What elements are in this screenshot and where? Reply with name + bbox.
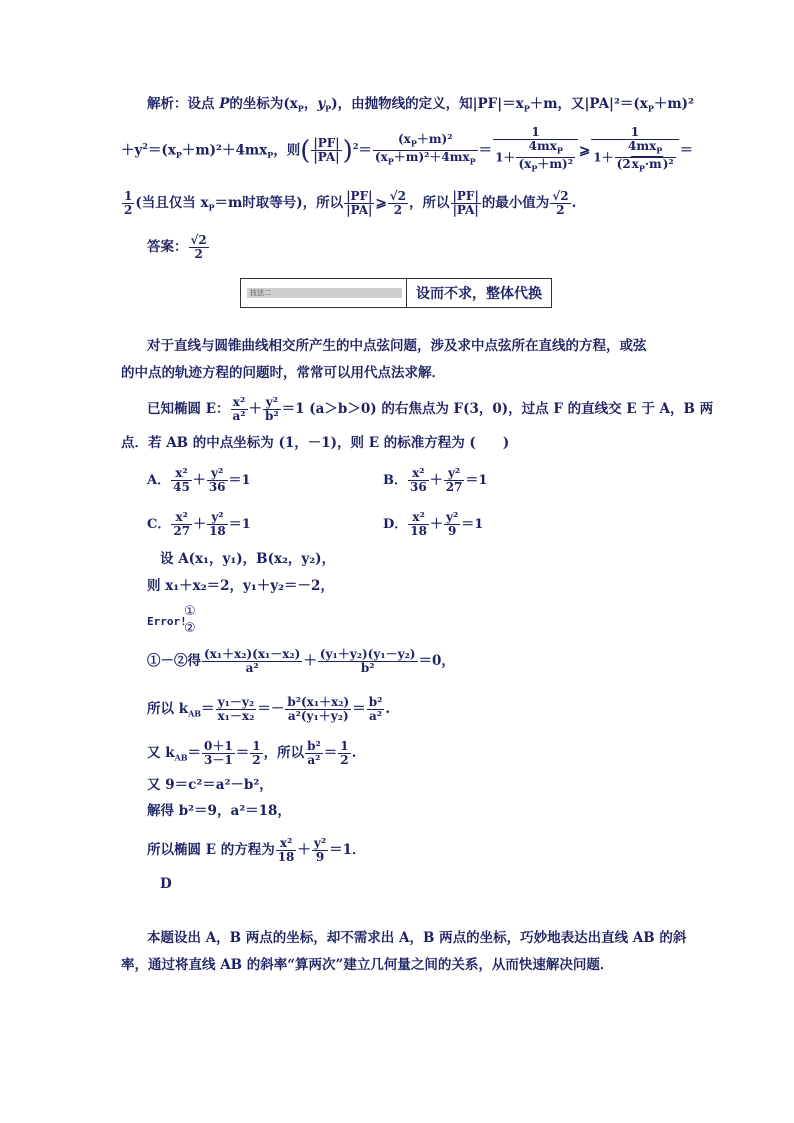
text-fragment: (当且仅当 x — [135, 195, 209, 211]
text-fragment: 所以椭圆 E 的方程为 — [147, 842, 275, 858]
text-fragment: ，所以 — [263, 745, 305, 761]
text-fragment: ＋m)² — [653, 96, 694, 112]
text-fragment: ＝1 (a＞b＞0) 的右焦点为 F(3，0)，过点 F 的直线交 E 于 A，B 两 — [281, 401, 714, 417]
answer-value: $\frac{√2}{2}$ — [190, 233, 207, 261]
text-fragment: ，则 — [273, 142, 301, 159]
solution-line-1: 解析：设点 P的坐标为($x_P$，$y_P$)，由抛物线的定义，知$|PF|=x_P+m$，又$|PA|^2=(x_P+m)^2$ — [147, 96, 694, 114]
problem-line-2: 点．若 AB 的中点坐标为 (1，－1)，则 E 的标准方程为 ( ) — [121, 435, 510, 451]
solution2-step-1: 设 A(x₁，y₁)，B(x₂，y₂)， — [160, 551, 336, 567]
fraction-y2-b2: $\frac{\text{y²}}{\text{b²}}$ — [265, 395, 279, 423]
text-fragment: 解析：设点 — [147, 96, 215, 112]
answer-line — [147, 234, 210, 261]
solution2-step-8: 解得 b²＝9，a²＝18， — [147, 803, 291, 819]
text-fragment: ＝(x — [147, 142, 176, 159]
text-fragment: ＝0， — [418, 653, 455, 669]
ge-sign: ⩾ — [578, 142, 591, 159]
fraction-expr-2: 1 1＋ $\frac{4mx_P}{(x_P+m)^2}$ — [493, 126, 578, 176]
solution-line-2: $+y^2=(x_P+m)^2+4mx_P$，则( $\frac{|PF|}{|PA|}$ )$^2$＝ $\frac{(x_P+m)^2}{(x_P+m)^2+4mx_P}$ ＝ 1 1＋ $\frac{4mx_P}{(x_P+m)^2}$ ⩾ 1 1＋ $\frac{4mx_P}{(2x_P\cdot m)^2}$ ＝ — [121, 125, 694, 174]
text-fragment: 的坐标为(x — [229, 96, 298, 112]
text-fragment: ＋y — [121, 142, 143, 159]
fraction-pf-pa: $\frac{|PF|}{|PA|}$ — [346, 189, 373, 217]
fraction-expr: $\frac{(x_P+m)^2}{(x_P+m)^2+4mx_P}$ — [374, 132, 476, 167]
fraction-root2-2: $\frac{√2}{2}$ — [389, 189, 407, 217]
solution2-step-2: 则 x₁＋x₂＝2，y₁＋y₂＝－2， — [147, 578, 334, 594]
equals-sign: ＝ — [679, 142, 694, 159]
banner-title: 设而不求，整体代换 — [416, 286, 542, 302]
intro-line-2: 的中点的轨迹方程的问题时，常常可以用代点法求解． — [121, 365, 445, 381]
solution2-step-5: 所以 $k_{AB}=$ $\frac{\text{y₁－y₂}}{\text{x₁－x₂}}$ ＝－ $\frac{\text{b²(x₁＋x₂)}}{\text{a²(y₁＋y₂)}}$ ＝ $\frac{\text{b²}}{\text{a²}}$ . — [147, 695, 391, 723]
fraction-root2-2: $\frac{√2}{2}$ — [552, 189, 569, 217]
option-label: B． — [383, 473, 407, 488]
text-fragment: 已知椭圆 E： — [147, 401, 230, 417]
error-text: Error! — [147, 615, 187, 628]
fraction-half: $\frac{1}{2}$ — [124, 189, 133, 217]
equals-sign: ＝ — [478, 142, 493, 159]
solution2-step-7: 又 9＝c²＝a²－b²， — [147, 777, 273, 793]
text-fragment: ＋m)²＋4mx — [181, 142, 268, 159]
banner-tag: 技法二 — [247, 288, 402, 298]
answer-label: 答案： — [147, 239, 188, 255]
circle-1: ① — [184, 604, 196, 619]
option-a[interactable]: A． $\frac{\text{x²}}{45}$ ＋ $\frac{\text{y²}}{36}$ ＝1 — [147, 466, 251, 494]
section-banner — [240, 278, 552, 308]
fraction-x2-a2: $\frac{\text{x²}}{\text{a²}}$ — [232, 395, 246, 423]
option-b[interactable]: B． $\frac{\text{x²}}{36}$ ＋ $\frac{\text{y²}}{27}$ ＝1 — [383, 466, 488, 494]
option-label: A． — [147, 473, 171, 488]
option-label: D． — [383, 517, 408, 532]
solution2-answer: D — [160, 876, 172, 892]
solution-line-3: $\frac{1}{2}$ (当且仅当 $x_P=m$时取等号)，所以 $\frac{|PF|}{|PA|}$ ⩾ $\frac{√2}{2}$ ，所以 $\frac{|PF|}{|PA|}$ 的最小值为 $\frac{√2}{2}$ . — [124, 189, 577, 217]
text-fragment: ＋m，又|PA|²＝(x — [529, 96, 648, 112]
fraction-expr-3: 1 1＋ $\frac{4mx_P}{(2x_P\cdot m)^2}$ — [591, 126, 678, 176]
text-fragment: ＝1． — [329, 842, 366, 858]
text-fragment: ，由抛物线的定义，知|PF|＝x — [337, 96, 524, 112]
text-fragment: . — [571, 195, 577, 211]
math-var: P — [219, 96, 230, 112]
option-c[interactable]: C． $\frac{\text{x²}}{27}$ ＋ $\frac{\text{y²}}{18}$ ＝1 — [147, 510, 251, 538]
fraction-pf-pa: $\frac{|PF|}{|PA|}$ — [452, 189, 479, 217]
problem-line-1: 已知椭圆 E： $\frac{\text{x²}}{\text{a²}}$ ＋ $\frac{\text{y²}}{\text{b²}}$ ＝1 (a＞b＞0) 的右焦点为 F(3，0)，过点 F 的直线交 E 于 A，B 两 — [147, 395, 714, 423]
text-fragment: ＝m时取等号)，所以 — [214, 195, 344, 211]
option-d[interactable]: D． $\frac{\text{x²}}{18}$ ＋ $\frac{\text{y²}}{9}$ ＝1 — [383, 510, 484, 538]
text-fragment: 所以 k — [147, 701, 189, 717]
option-label: C． — [147, 517, 171, 532]
text-fragment: ①－②得 — [147, 653, 201, 669]
text-fragment: 又 k — [147, 745, 175, 761]
text-fragment: 的最小值为 — [481, 195, 550, 211]
solution2-step-4: ①－②得 $\frac{\text{(x₁＋x₂)(x₁－x₂)}}{\text{a²}}$ ＋ $\frac{\text{(y₁＋y₂)(y₁－y₂)}}{\text{b²}}$ ＝0， — [147, 647, 455, 675]
text-fragment: ，所以 — [409, 195, 450, 211]
intro-line-1: 对于直线与圆锥曲线相交所产生的中点弦问题，涉及求中点弦所在直线的方程，或弦 — [147, 338, 647, 354]
circle-2: ② — [184, 621, 196, 636]
solution2-step-9: 所以椭圆 E 的方程为 $\frac{\text{x²}}{18}$ ＋ $\frac{\text{y²}}{9}$ ＝1． — [147, 836, 366, 864]
fraction-pf-pa: $\frac{|PF|}{|PA|}$ — [313, 136, 340, 165]
summary-line-1: 本题设出 A，B 两点的坐标，却不需求出 A，B 两点的坐标，巧妙地表达出直线 AB 的斜 — [147, 930, 687, 946]
solution2-step-6: 又 $k_{AB}=$ $\frac{0+1}{3-1}$ ＝ $\frac{1}{2}$ ，所以 $\frac{\text{b²}}{\text{a²}}$ ＝ $\frac{1}{2}$ . — [147, 739, 357, 767]
summary-line-2: 率，通过将直线 AB 的斜率“算两次”建立几何量之间的关系，从而快速解决问题． — [121, 957, 614, 973]
